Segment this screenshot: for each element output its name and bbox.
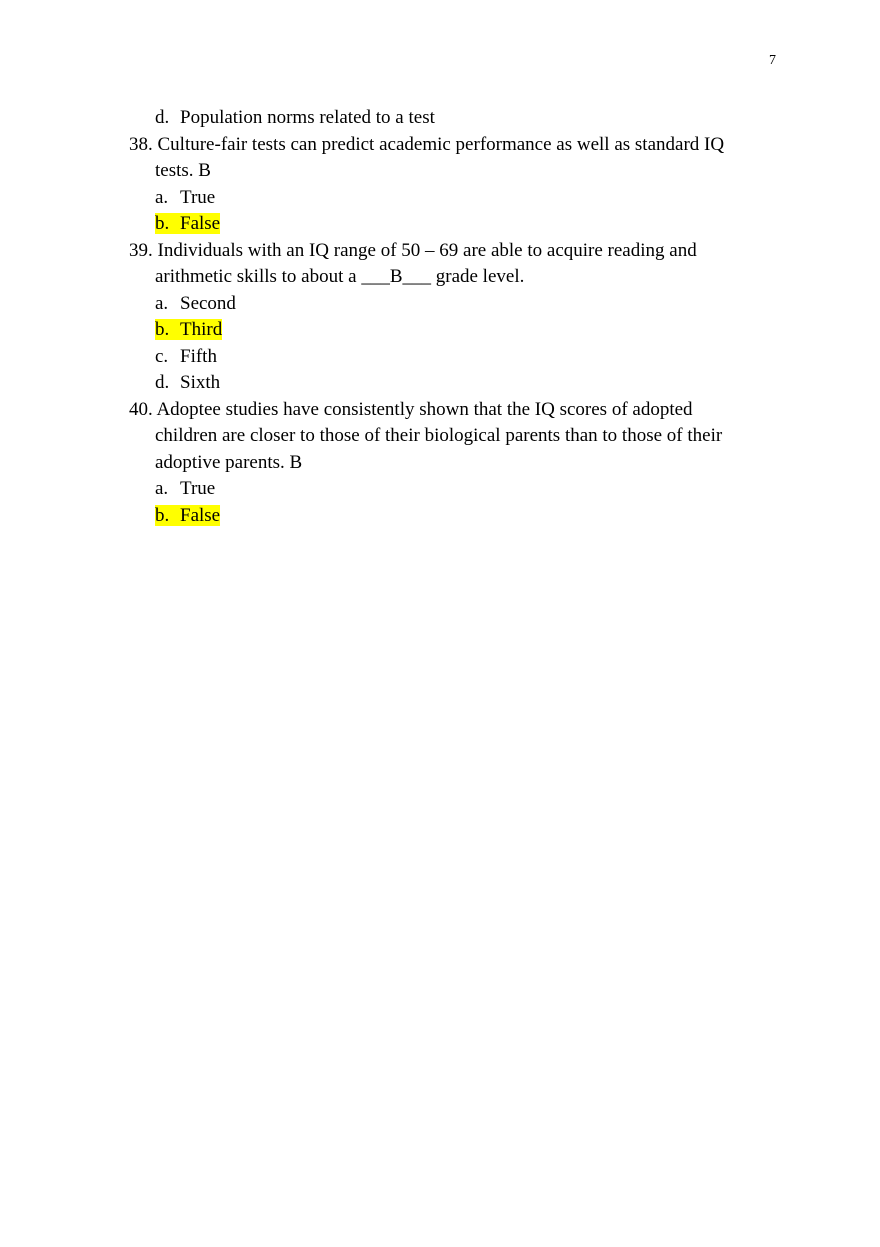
answer-option <box>129 185 789 212</box>
option-letter: a. <box>155 292 169 314</box>
question-text: 40. Adoptee studies have consistently shown that the IQ scores of adopted <box>129 398 693 420</box>
highlighted-correct-answer <box>155 319 222 340</box>
question-text: 38. Culture-fair tests can predict academic performance as well as standard IQ <box>129 133 725 155</box>
option-text: True <box>180 186 216 208</box>
option-text: Fifth <box>180 345 217 367</box>
option-letter: a. <box>155 186 169 208</box>
option-text: False <box>180 213 221 234</box>
answer-option-wrap <box>155 187 215 208</box>
answer-option <box>129 370 789 397</box>
highlighted-correct-answer <box>155 505 220 526</box>
answer-option <box>129 291 789 318</box>
option-letter: b. <box>155 213 170 234</box>
highlighted-correct-answer <box>155 213 220 234</box>
answer-option <box>129 476 789 503</box>
option-letter: d. <box>155 372 170 393</box>
option-text: Population norms related to a test <box>180 107 435 128</box>
option-text: Sixth <box>180 372 221 393</box>
answer-option-wrap <box>155 372 220 393</box>
option-letter: c. <box>155 345 169 367</box>
option-letter: d. <box>155 107 170 128</box>
option-text: Third <box>180 319 223 340</box>
question-text-continuation: tests. B <box>155 160 211 181</box>
option-text: True <box>180 478 216 499</box>
option-letter: a. <box>155 478 169 499</box>
question-text-continuation: arithmetic skills to about a ___B___ grade level. <box>155 266 525 287</box>
answer-option-wrap <box>155 346 217 367</box>
option-text: False <box>180 504 221 526</box>
question-text-continuation: adoptive parents. B <box>155 451 303 473</box>
page-number: 7 <box>769 53 776 68</box>
question-text: 39. Individuals with an IQ range of 50 – 69 are able to acquire reading and <box>129 239 697 261</box>
question-text-continuation: children are closer to those of their biological parents than to those of their <box>155 425 723 446</box>
answer-option <box>129 344 789 371</box>
option-letter: b. <box>155 319 170 340</box>
answer-option <box>129 317 789 344</box>
answer-option <box>129 105 789 132</box>
answer-option <box>129 211 789 238</box>
answer-option-wrap <box>155 478 215 499</box>
answer-option-wrap <box>155 293 236 314</box>
option-letter: b. <box>155 504 170 526</box>
answer-option <box>129 503 789 530</box>
answer-option-wrap <box>155 107 435 128</box>
option-text: Second <box>180 292 236 314</box>
document-body <box>129 105 789 529</box>
